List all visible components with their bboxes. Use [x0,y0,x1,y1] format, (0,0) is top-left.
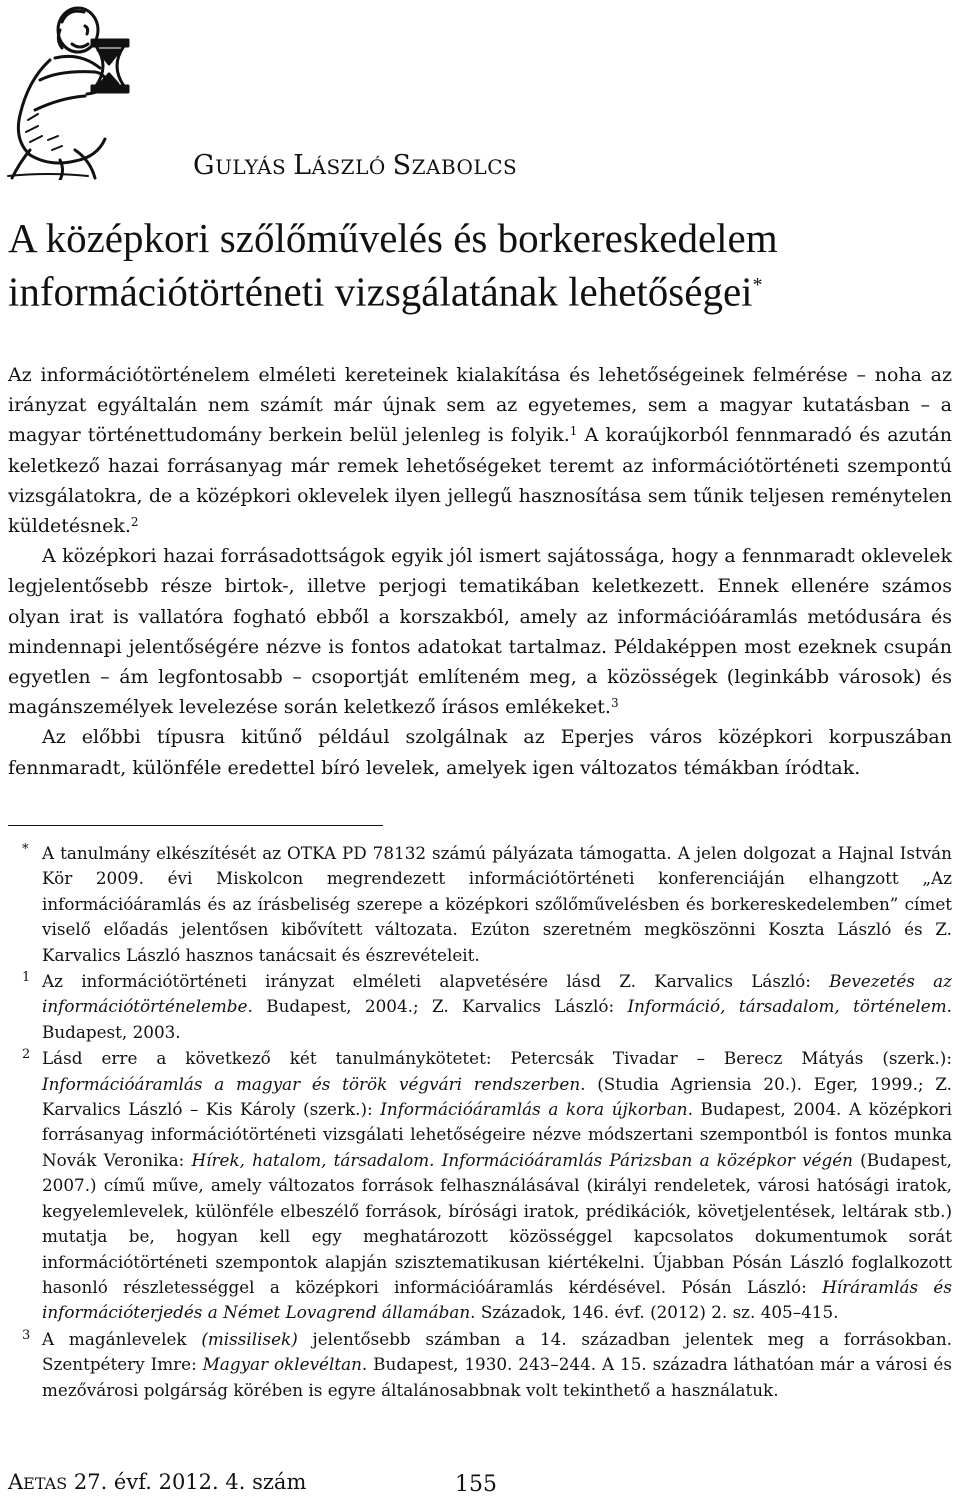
footnote-star-text: A tanulmány elkészítését az OTKA PD 78132 számú pályázata támogatta. A jelen dolgozat a Hajnal István Kör 2009. évi Miskolcon megrendezett információtörténeti konferenciáján elhangzott „Az információáramlás és az írásbeliség szerepe a középkori szőlőművelésben és borkereskedelemben” címet viselő előadás jelentősen kibővített változata. Ezúton szeretném megköszönni Koszta László és Z. Karvalics László hasznos tanácsait és észrevételeit. [42,843,952,965]
article-title [8,215,938,316]
footnote-2-part-d: (Budapest, 2007.) című műve, amely változatos források felhasználásával (királyi rendeletek, városi hatósági iratok, kegyelemlevelek, különféle elbeszélő források, bírósági iratok, prédikációk, követjelentések, leltárak stb.) mutatja be, hogyan kell egy meghatározott közösséggel kapcsolatos dokumentumok sorát információtörténeti szempontok alapján szisztematikusan kiértékelni. Újabban Pósán László foglalkozott hasonló részletességgel a középkori információáramlás kérdésével. Pósán László: [42,1149,952,1297]
footnote-3-part-b: jelentősebb számban a 14. században jelentek meg a forrásokban. Szentpétery Imre: [42,1328,952,1375]
man-with-hourglass-logo-icon [0,0,175,180]
footnote-3-part-c: . Budapest, 1930. 243–244. A 15. századra láthatóan már a városi és mezővárosi polgárság körében is egyre általánosabbnak volt tekinthető a használatuk. [42,1354,952,1400]
footnotes [8,841,952,1404]
journal-issue: 27. évf. 2012. 4. szám [67,1470,307,1494]
author-name [193,150,517,181]
paragraph-1 [8,360,952,541]
footnote-2-part-e: . Századok, 146. évf. (2012) 2. sz. 405–415. [470,1302,839,1323]
journal-initial: A [8,1470,24,1494]
author-initial-g: G [193,150,216,181]
footnote-3-part-a: A magánlevelek [42,1328,202,1349]
author-initial-l: L [293,150,312,181]
footnote-3-term: (missilisek) [201,1328,298,1349]
footnote-1-mark: 1 [22,970,31,986]
footnote-1-part-c: . Budapest, 2003. [42,996,952,1042]
footnote-3-title: Magyar oklevéltan [202,1354,362,1375]
footnote-1-title-1: Bevezetés az információtörténelembe [42,971,952,1017]
footnote-star [8,841,952,968]
footnote-ref-2: 2 [130,515,139,530]
footnote-2-part-b: . (Studia Agriensia 20.). Eger, 1999.; Z. Karvalics László – Kis Károly (szerk.): [42,1073,952,1120]
title-footnote-mark: * [752,274,763,296]
footnote-2-part-a: Lásd erre a következő két tanulmánykötetet: Petercsák Tivadar – Berecz Mátyás (szerk.): [42,1048,952,1069]
author-initial-s: S [392,150,412,181]
footnote-2-title-4: Híráramlás és információterjedés a Német Lovagrend államában [42,1276,952,1323]
paragraph-1-part-a: Az információtörténelem elméleti kereteinek kialakítása és lehetőségeinek felmérése – noha az irányzat egyáltalán nem számít már újnak sem az egyetemes, sem a magyar kutatásban – a magyar történettudomány berkein belül jelenleg is folyik. [8,364,952,447]
footnote-2-title-3: Hírek, hatalom, társadalom. Információáramlás Párizsban a középkor végén [191,1149,853,1170]
paragraph-1-part-b: A koraújkorból fennmaradó és azután keletkező hazai forrásanyag már remek lehetőségeket teremt az információtörténeti szempontú vizsgálatokra, de a középkori oklevelek ilyen jellegű hasznosítása sem tűnik teljesen reménytelen küldetésnek. [8,424,953,538]
paragraph-3: Az előbbi típusra kitűnő például szolgálnak az Eperjes város középkori korpuszában fennmaradt, különféle eredettel bíró levelek, amelyek igen változatos témákban íródtak. [8,726,952,779]
footnote-2-part-c: . Budapest, 2004. A középkori forrásanyag információtörténeti vizsgálati lehetőségeire nézve módszertani szempontból is fontos munka Novák Veronika: [42,1099,953,1170]
article-body [8,360,952,783]
footnote-2-mark: 2 [22,1047,31,1063]
footnote-1-part-a: Az információtörténeti irányzat elméleti alapvetésére lásd Z. Karvalics László: [42,971,830,992]
footnote-2-title-2: Információáramlás a kora újkorban [380,1099,688,1120]
paragraph-2-text: A középkori hazai forrásadottságok egyik jól ismert sajátossága, hogy a fennmaradt oklevelek legjelentősebb része birtok-, illetve perjogi tematikában keletkezett. Ennek ellenére számos olyan irat is vallatóra fogható ebből a korszakból, amely az információáramlás metódusára és mindennapi jelentőségére nézve is fontos adatokat tartalmaz. Példaképpen most ezeknek csupán egyetlen – ám legfontosabb – csoportját említeném meg, a közösségek (leginkább városok) és magánszemélyek levelezése során keletkező írásos emlékeket. [8,545,952,719]
title-line-2 [8,262,938,316]
footnote-1 [8,969,952,1045]
footnote-3-mark: 3 [22,1327,31,1343]
footnote-1-text [42,969,952,1045]
footnote-ref-1: 1 [569,424,578,439]
footnote-ref-3: 3 [610,696,619,711]
footnote-3 [8,1327,952,1403]
author-part-1: ULYÁS [215,155,294,179]
title-line-1: A középkori szőlőművelés és borkereskedelem [8,215,778,261]
title-line-2-text: információtörténeti vizsgálatának lehetőségei [8,268,753,315]
footnote-2-title-1: Információáramlás a magyar és török végvári rendszerben [42,1073,581,1094]
page-number: 155 [455,1472,497,1497]
footnote-2 [8,1046,952,1325]
footnote-star-mark: * [22,842,29,857]
author-part-3: ZABOLCS [411,155,518,179]
journal-footer [8,1470,306,1494]
footnote-1-part-b: . Budapest, 2004.; Z. Karvalics László: [247,996,628,1017]
footnote-divider [8,825,383,826]
footnote-1-title-2: Információ, társadalom, történelem [627,996,947,1017]
journal-name-rest: ETAS [23,1474,68,1493]
footnote-3-text [42,1327,952,1403]
paragraph-2 [8,541,952,722]
footnote-2-text [42,1046,952,1325]
author-part-2: ÁSZLÓ [311,155,393,179]
